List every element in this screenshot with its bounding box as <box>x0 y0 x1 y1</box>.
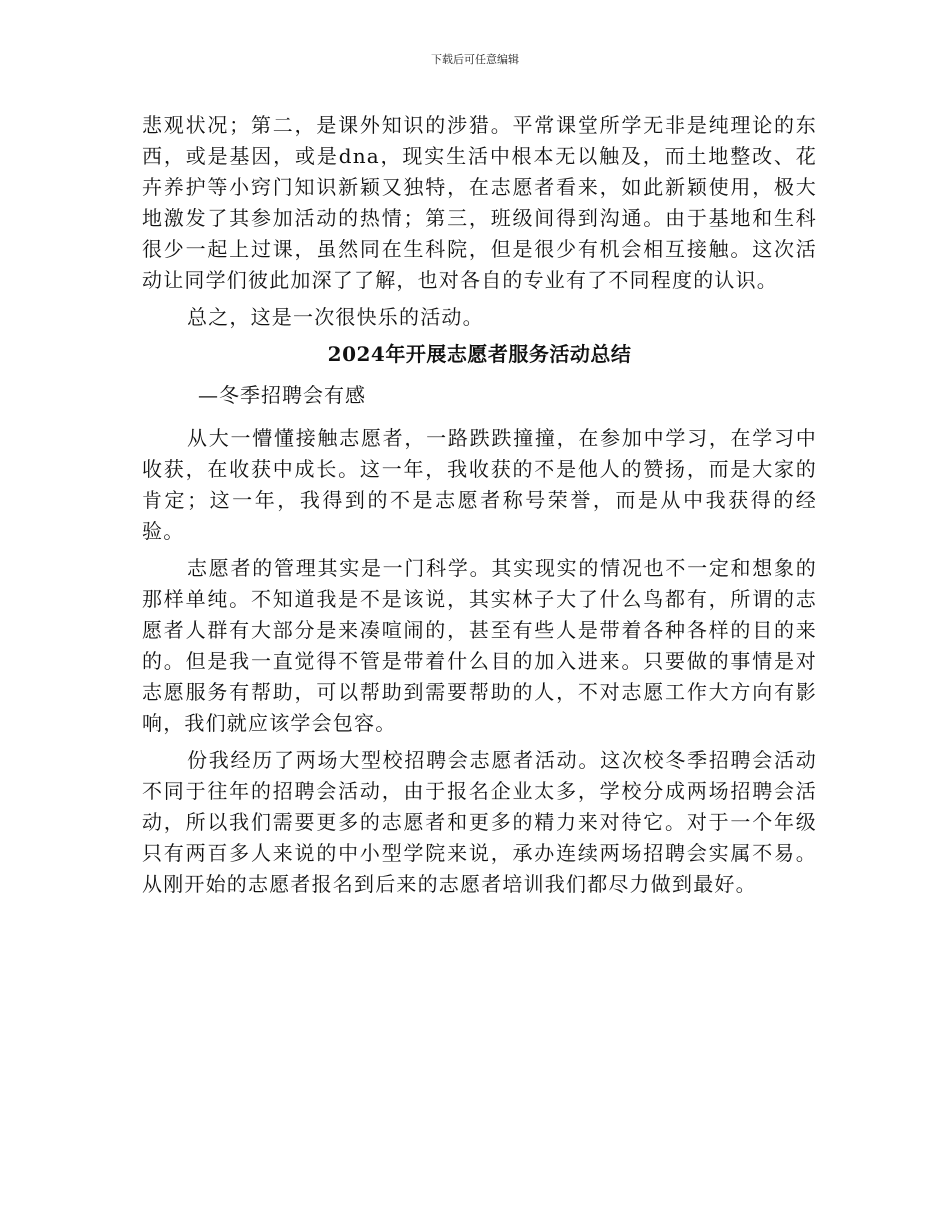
paragraph-continuation: 悲观状况；第二，是课外知识的涉猎。平常课堂所学无非是纯理论的东西，或是基因，或是dna，现实生活中根本无以触及，而土地整改、花卉养护等小窍门知识新颖又独特，在志愿者看来，如此新颖使用，极大地激发了其参加活动的热情；第三，班级间得到沟通。由于基地和生科很少一起上过课，虽然同在生科院，但是很少有机会相互接触。这次活动让同学们彼此加深了了解，也对各自的专业有了不同程度的认识。 <box>142 113 817 292</box>
article-paragraph-1: 从大一懵懂接触志愿者，一路跌跌撞撞，在参加中学习，在学习中收获，在收获中成长。这一年，我收获的不是他人的赞扬，而是大家的肯定；这一年，我得到的不是志愿者称号荣誉，而是从中我获得的经验。 <box>142 426 817 543</box>
document-body <box>142 110 817 906</box>
article-title: 2024年开展志愿者服务活动总结 <box>327 342 632 366</box>
article-paragraph-2: 志愿者的管理其实是一门科学。其实现实的情况也不一定和想象的那样单纯。不知道我是不是该说，其实林子大了什么鸟都有，所谓的志愿者人群有大部分是来凑喧闹的，甚至有些人是带着各种各样的目的来的。但是我一直觉得不管是带着什么目的加入进来。只要做的事情是对志愿服务有帮助，可以帮助到需要帮助的人，不对志愿工作大方向有影响，我们就应该学会包容。 <box>142 556 817 735</box>
article-subtitle: —冬季招聘会有感 <box>198 383 366 407</box>
article-paragraph-3: 份我经历了两场大型校招聘会志愿者活动。这次校冬季招聘会活动不同于往年的招聘会活动，由于报名企业太多，学校分成两场招聘会活动，所以我们需要更多的志愿者和更多的精力来对待它。对于一个年级只有两百多人来说的中小型学院来说，承办连续两场招聘会实属不易。从刚开始的志愿者报名到后来的志愿者培训我们都尽力做到最好。 <box>142 748 817 896</box>
paragraph-conclusion: 总之，这是一次很快乐的活动。 <box>187 305 484 329</box>
page-header-note: 下载后可任意编辑 <box>431 53 519 66</box>
